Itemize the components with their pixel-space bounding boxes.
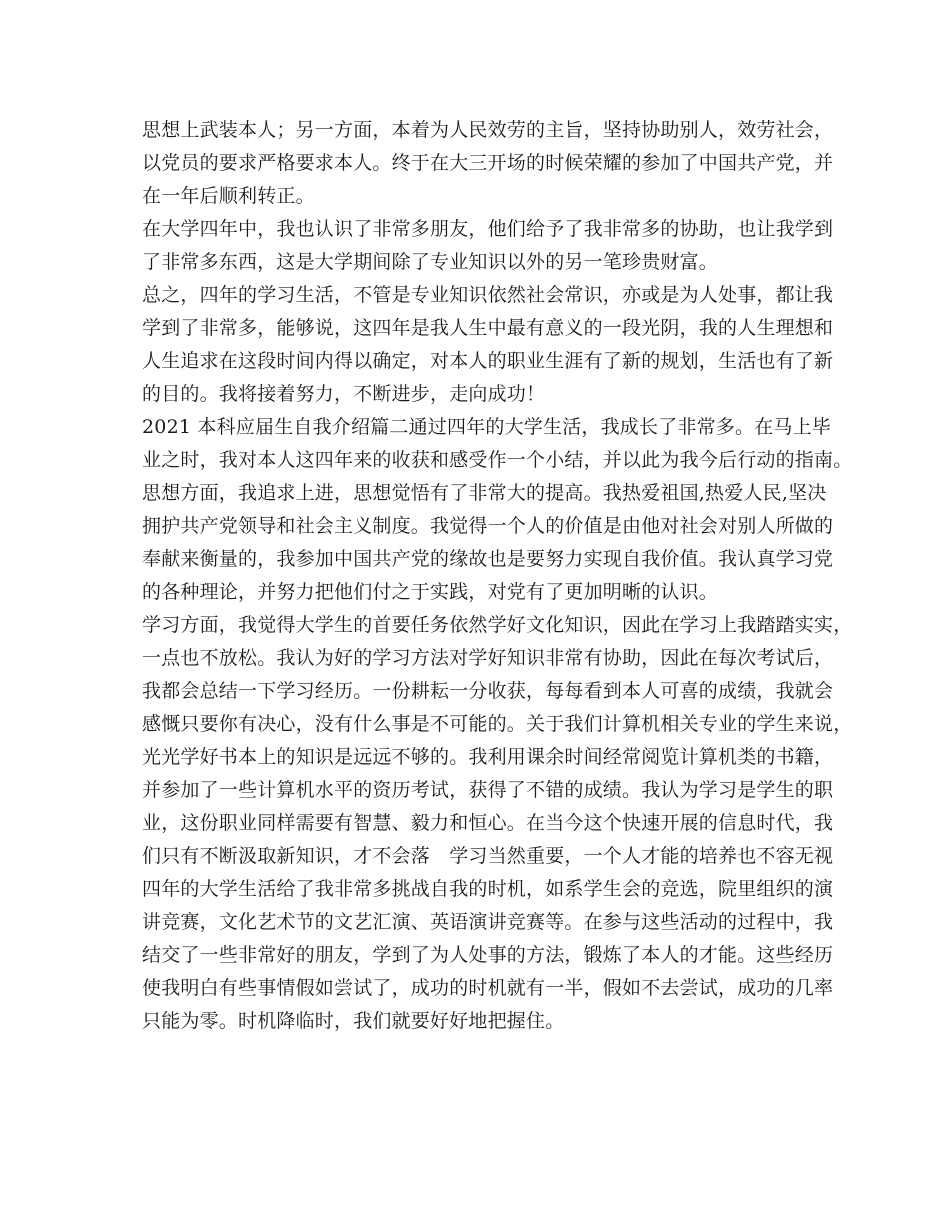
text-line: 的目的。我将接着努力，不断进步，走向成功！ [142,383,546,405]
text-line: 感慨只要你有决心，没有什么事是不可能的。关于我们计算机相关专业的学生来说， [142,713,853,735]
text-line: 业，这份职业同样需要有智慧、毅力和恒心。在当今这个快速开展的信息时代，我 [142,812,834,834]
text-line: 讲竞赛，文化艺术节的文艺汇演、英语演讲竞赛等。在参与这些活动的过程中，我 [142,911,834,933]
text-line: 了非常多东西，这是大学期间除了专业知识以外的另一笔珍贵财富。 [142,251,719,273]
text-line: 四年的大学生活给了我非常多挑战自我的时机，如系学生会的竞选，院里组织的演 [142,878,834,900]
text-line: 2021 本科应届生自我介绍篇二通过四年的大学生活，我成长了非常多。在马上毕 [142,416,831,438]
text-line: 以党员的要求严格要求本人。终于在大三开场的时候荣耀的参加了中国共产党，并 [142,152,834,174]
text-line: 一点也不放松。我认为好的学习方法对学好知识非常有协助，因此在每次考试后， [142,647,834,669]
text-line: 在大学四年中，我也认识了非常多朋友，他们给予了我非常多的协助，也让我学到 [142,218,834,240]
text-line: 学到了非常多，能够说，这四年是我人生中最有意义的一段光阴，我的人生理想和 [142,317,834,339]
text-line: 的各种理论，并努力把他们付之于实践，对党有了更加明晰的认识。 [142,581,719,603]
text-line: 只能为零。时机降临时，我们就要好好地把握住。 [142,1010,565,1032]
text-line: 人生追求在这段时间内得以确定，对本人的职业生涯有了新的规划，生活也有了新 [142,350,834,372]
text-line: 总之，四年的学习生活，不管是专业知识依然社会常识，亦或是为人处事，都让我 [142,284,834,306]
text-line: 思想上武装本人；另一方面，本着为人民效劳的主旨，坚持协助别人，效劳社会， [142,119,834,141]
text-line: 拥护共产党领导和社会主义制度。我觉得一个人的价值是由他对社会对别人所做的 [142,515,834,537]
text-line: 我都会总结一下学习经历。一份耕耘一分收获，每每看到本人可喜的成绩，我就会 [142,680,834,702]
document-body [142,114,853,1038]
text-line: 在一年后顺利转正。 [142,185,315,207]
text-line: 奉献来衡量的，我参加中国共产党的缘故也是要努力实现自我价值。我认真学习党 [142,548,834,570]
text-line: 结交了一些非常好的朋友，学到了为人处事的方法，锻炼了本人的才能。这些经历 [142,944,834,966]
text-line: 使我明白有些事情假如尝试了，成功的时机就有一半，假如不去尝试，成功的几率 [142,977,834,999]
text-line: 业之时，我对本人这四年来的收获和感受作一个小结，并以此为我今后行动的指南。 [142,449,853,471]
text-line: 们只有不断汲取新知识，才不会落 学习当然重要，一个人才能的培养也不容无视 [142,845,834,867]
text-line: 思想方面，我追求上进，思想觉悟有了非常大的提高。我热爱祖国,热爱人民,坚决 [142,482,827,504]
text-line: 学习方面，我觉得大学生的首要任务依然学好文化知识，因此在学习上我踏踏实实， [142,614,853,636]
text-line: 光光学好书本上的知识是远远不够的。我利用课余时间经常阅览计算机类的书籍， [142,746,834,768]
text-line: 并参加了一些计算机水平的资历考试，获得了不错的成绩。我认为学习是学生的职 [142,779,834,801]
